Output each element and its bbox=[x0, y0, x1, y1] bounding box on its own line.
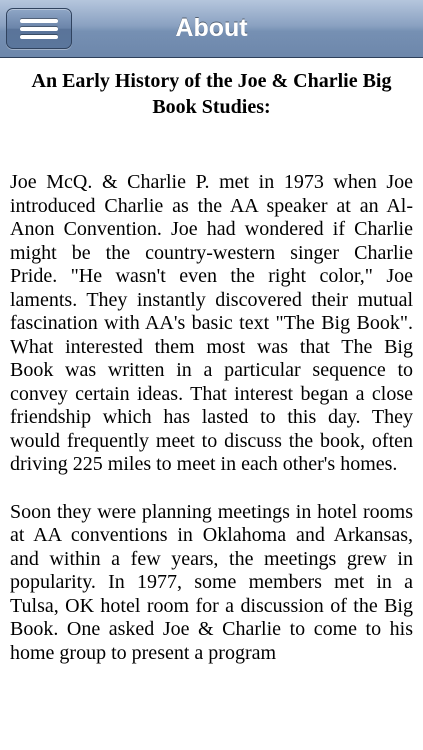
page-title: About bbox=[175, 14, 248, 42]
menu-button[interactable] bbox=[6, 8, 72, 49]
article-heading: An Early History of the Joe & Charlie Big Book Studies: bbox=[31, 70, 392, 118]
navigation-bar bbox=[0, 0, 423, 58]
hamburger-menu-icon bbox=[20, 19, 58, 39]
article-paragraph-1: Joe McQ. & Charlie P. met in 1973 when Joe introduced Charlie as the AA speaker at an Al-Anon Convention. Joe had wondered if Charlie might be the country-western singer Charlie Pride. "He wasn't even the right color," Joe laments. They instantly discovered their mutual fascination with AA's basic text "The Big Book". What interested them most was that The Big Book was written in a particular sequence to convey certain ideas. That interest began a close friendship which has lasted to this day. They would frequently meet to discuss the book, often driving 225 miles to meet in each other's homes. bbox=[10, 171, 413, 475]
article-content[interactable] bbox=[0, 58, 423, 665]
article-paragraph-2: Soon they were planning meetings in hotel rooms at AA conventions in Oklahoma and Arkansas, and within a few years, the meetings grew in popularity. In 1977, some members met in a Tulsa, OK hotel room for a discussion of the Big Book. One asked Joe & Charlie to come to his home group to present a program bbox=[10, 500, 413, 664]
